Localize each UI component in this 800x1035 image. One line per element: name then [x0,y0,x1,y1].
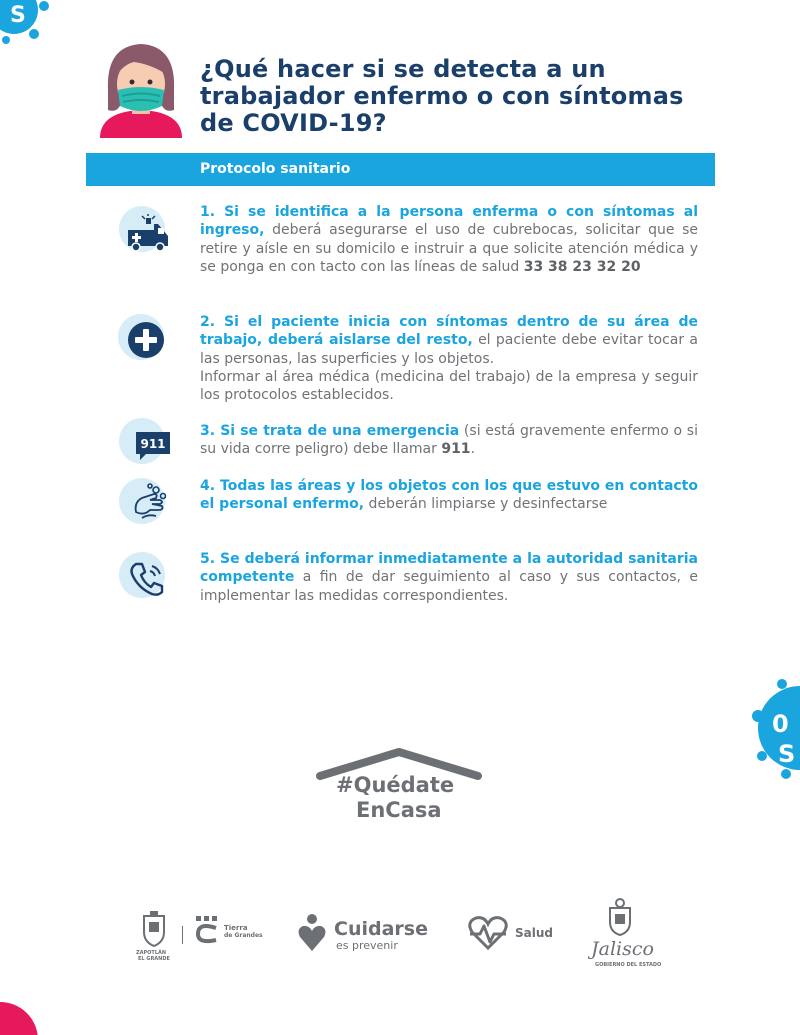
item-text: Informar al área médica (medicina del trabajo) de la empresa y seguir los protocolos establecidos. [200,368,698,404]
cuidarse-heart-icon [296,913,328,953]
emergency-number: 911 [441,441,471,458]
svg-text:0: 0 [772,710,789,738]
title-line: trabajador enfermo o con síntomas [200,82,684,110]
ambulance-icon [122,214,172,252]
page-title [200,56,720,137]
protocol-item-4 [200,477,698,514]
tierra-line2: de Grandes [224,932,263,939]
tierra-line1: Tierra [224,924,248,932]
cuidarse-subtitle: es prevenir [336,939,398,952]
item-text: el paciente debe evitar tocar a las personas, las superficies y los objetos. [200,332,698,367]
item-highlight: 3. Si se trata de una emergencia [200,423,460,439]
decoration-bottom-left [0,992,40,1035]
phone-number: 33 38 23 32 20 [523,258,641,275]
virus-decoration-right [748,676,800,782]
zapotlan-line2: EL GRANDE [138,956,170,962]
section-banner [86,153,715,186]
zapotlan-line1: ZAPOTLÁN [136,950,167,956]
svg-text:S: S [10,3,26,28]
salud-heart-icon [466,914,510,952]
item-highlight: 4. Todas las áreas y los objetos con los que estuvo en contacto el personal enfermo, [200,478,698,513]
item-text: deberán limpiarse y desinfectarse [364,496,608,513]
hand-washing-icon [130,482,170,522]
item-text: (si está gravemente enfermo o si su vida corre peligro) debe llamar [200,423,698,458]
masked-person-illustration [94,40,188,138]
jalisco-wordmark: Jalisco [591,938,654,960]
cuidarse-title: Cuidarse [334,918,428,940]
item-highlight: 2. Si el paciente inicia con síntomas dentro de su área de trabajo, deberá aislarse del resto, [200,314,698,349]
svg-text:S: S [778,740,796,768]
title-line: de COVID-19? [200,109,387,137]
plus-medical-icon [126,320,166,360]
phone-icon [128,560,168,598]
jalisco-subtitle: GOBIERNO DEL ESTADO [595,962,662,968]
tierra-de-grandes-logo-icon [194,916,220,944]
protocol-item-1 [200,203,698,276]
salud-label: Salud [515,926,553,940]
item-text: deberá asegurarse el uso de cubrebocas, solicitar que se retire y aísle en su domicilo e instruir a que solicite atención médica y se ponga en con tacto con las líneas de salud [200,222,698,275]
item-highlight: 1. Si se identifica a la persona enferma o con síntomas al ingreso, [200,204,698,239]
banner-label: Protocolo sanitario [200,161,351,177]
protocol-item-3 [200,422,698,459]
item-highlight: 5. Se deberá informar inmediatamente a la autoridad sanitaria competente [200,551,698,586]
jalisco-coat-of-arms-icon [606,898,634,936]
protocol-item-5 [200,550,698,605]
title-line: ¿Qué hacer si se detecta a un [200,55,606,83]
item-text: . [470,441,476,458]
protocol-item-2 [200,313,698,404]
footer-divider [182,926,183,944]
item-text: a fin de dar seguimiento al caso y sus contactos, e implementar las medidas correspondientes. [200,569,698,604]
svg-text:911: 911 [140,437,166,451]
911-icon [134,430,172,460]
virus-decoration-top-left [0,0,60,50]
zapotlan-coat-of-arms-icon [140,910,168,950]
campaign-hashtag-line1: #Quédate [336,773,455,797]
campaign-hashtag-line2: EnCasa [356,798,442,822]
